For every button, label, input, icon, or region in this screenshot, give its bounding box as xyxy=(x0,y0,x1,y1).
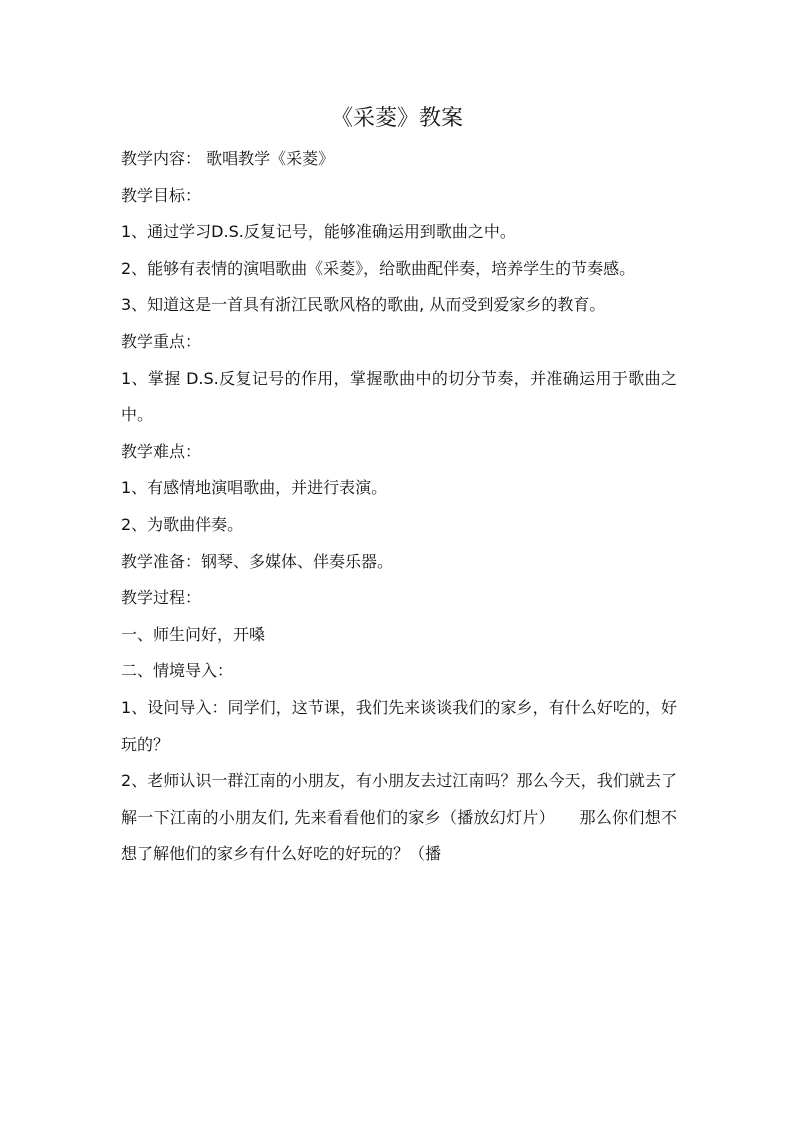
heading-teaching-objectives: 教学目标： xyxy=(121,185,202,205)
paragraph-step-2: 二、情境导入： xyxy=(121,661,234,681)
paragraph-teaching-content: 教学内容： 歌唱教学《采菱》 xyxy=(121,149,335,168)
heading-key-points: 教学重点： xyxy=(121,331,202,351)
paragraph-step-2-1: 1、设问导入：同学们，这节课，我们先来谈谈我们的家乡，有什么好吃的，好玩的？ xyxy=(121,697,677,754)
paragraph-preparation: 教学准备：钢琴、多媒体、伴奏乐器。 xyxy=(121,551,394,571)
document-body xyxy=(121,141,677,873)
heading-difficulties: 教学难点： xyxy=(121,441,202,461)
paragraph-step-1: 一、师生问好，开嗓 xyxy=(121,624,266,644)
paragraph-objective-1: 1、通过学习D.S.反复记号，能够准确运用到歌曲之中。 xyxy=(121,222,516,242)
heading-teaching-process: 教学过程： xyxy=(121,588,202,608)
paragraph-step-2-2: 2、老师认识一群江南的小朋友，有小朋友去过江南吗？那么今天，我们就去了解一下江南的小朋友们, 先来看看他们的家乡（播放幻灯片） 那么你们想不想了解他们的家乡有什么好吃的好玩的？（播 xyxy=(121,771,677,864)
paragraph-difficulty-1: 1、有感情地演唱歌曲，并进行表演。 xyxy=(121,478,388,498)
paragraph-objective-2: 2、能够有表情的演唱歌曲《采菱》，给歌曲配伴奏，培养学生的节奏感。 xyxy=(121,258,636,278)
paragraph-key-point-1: 1、掌握 D.S.反复记号的作用，掌握歌曲中的切分节奏，并准确运用于歌曲之中。 xyxy=(121,368,677,425)
paragraph-objective-3: 3、知道这是一首具有浙江民歌风格的歌曲, 从而受到爱家乡的教育。 xyxy=(121,295,606,315)
paragraph-difficulty-2: 2、为歌曲伴奏。 xyxy=(121,514,244,534)
document-title: 《采菱》教案 xyxy=(330,106,463,131)
